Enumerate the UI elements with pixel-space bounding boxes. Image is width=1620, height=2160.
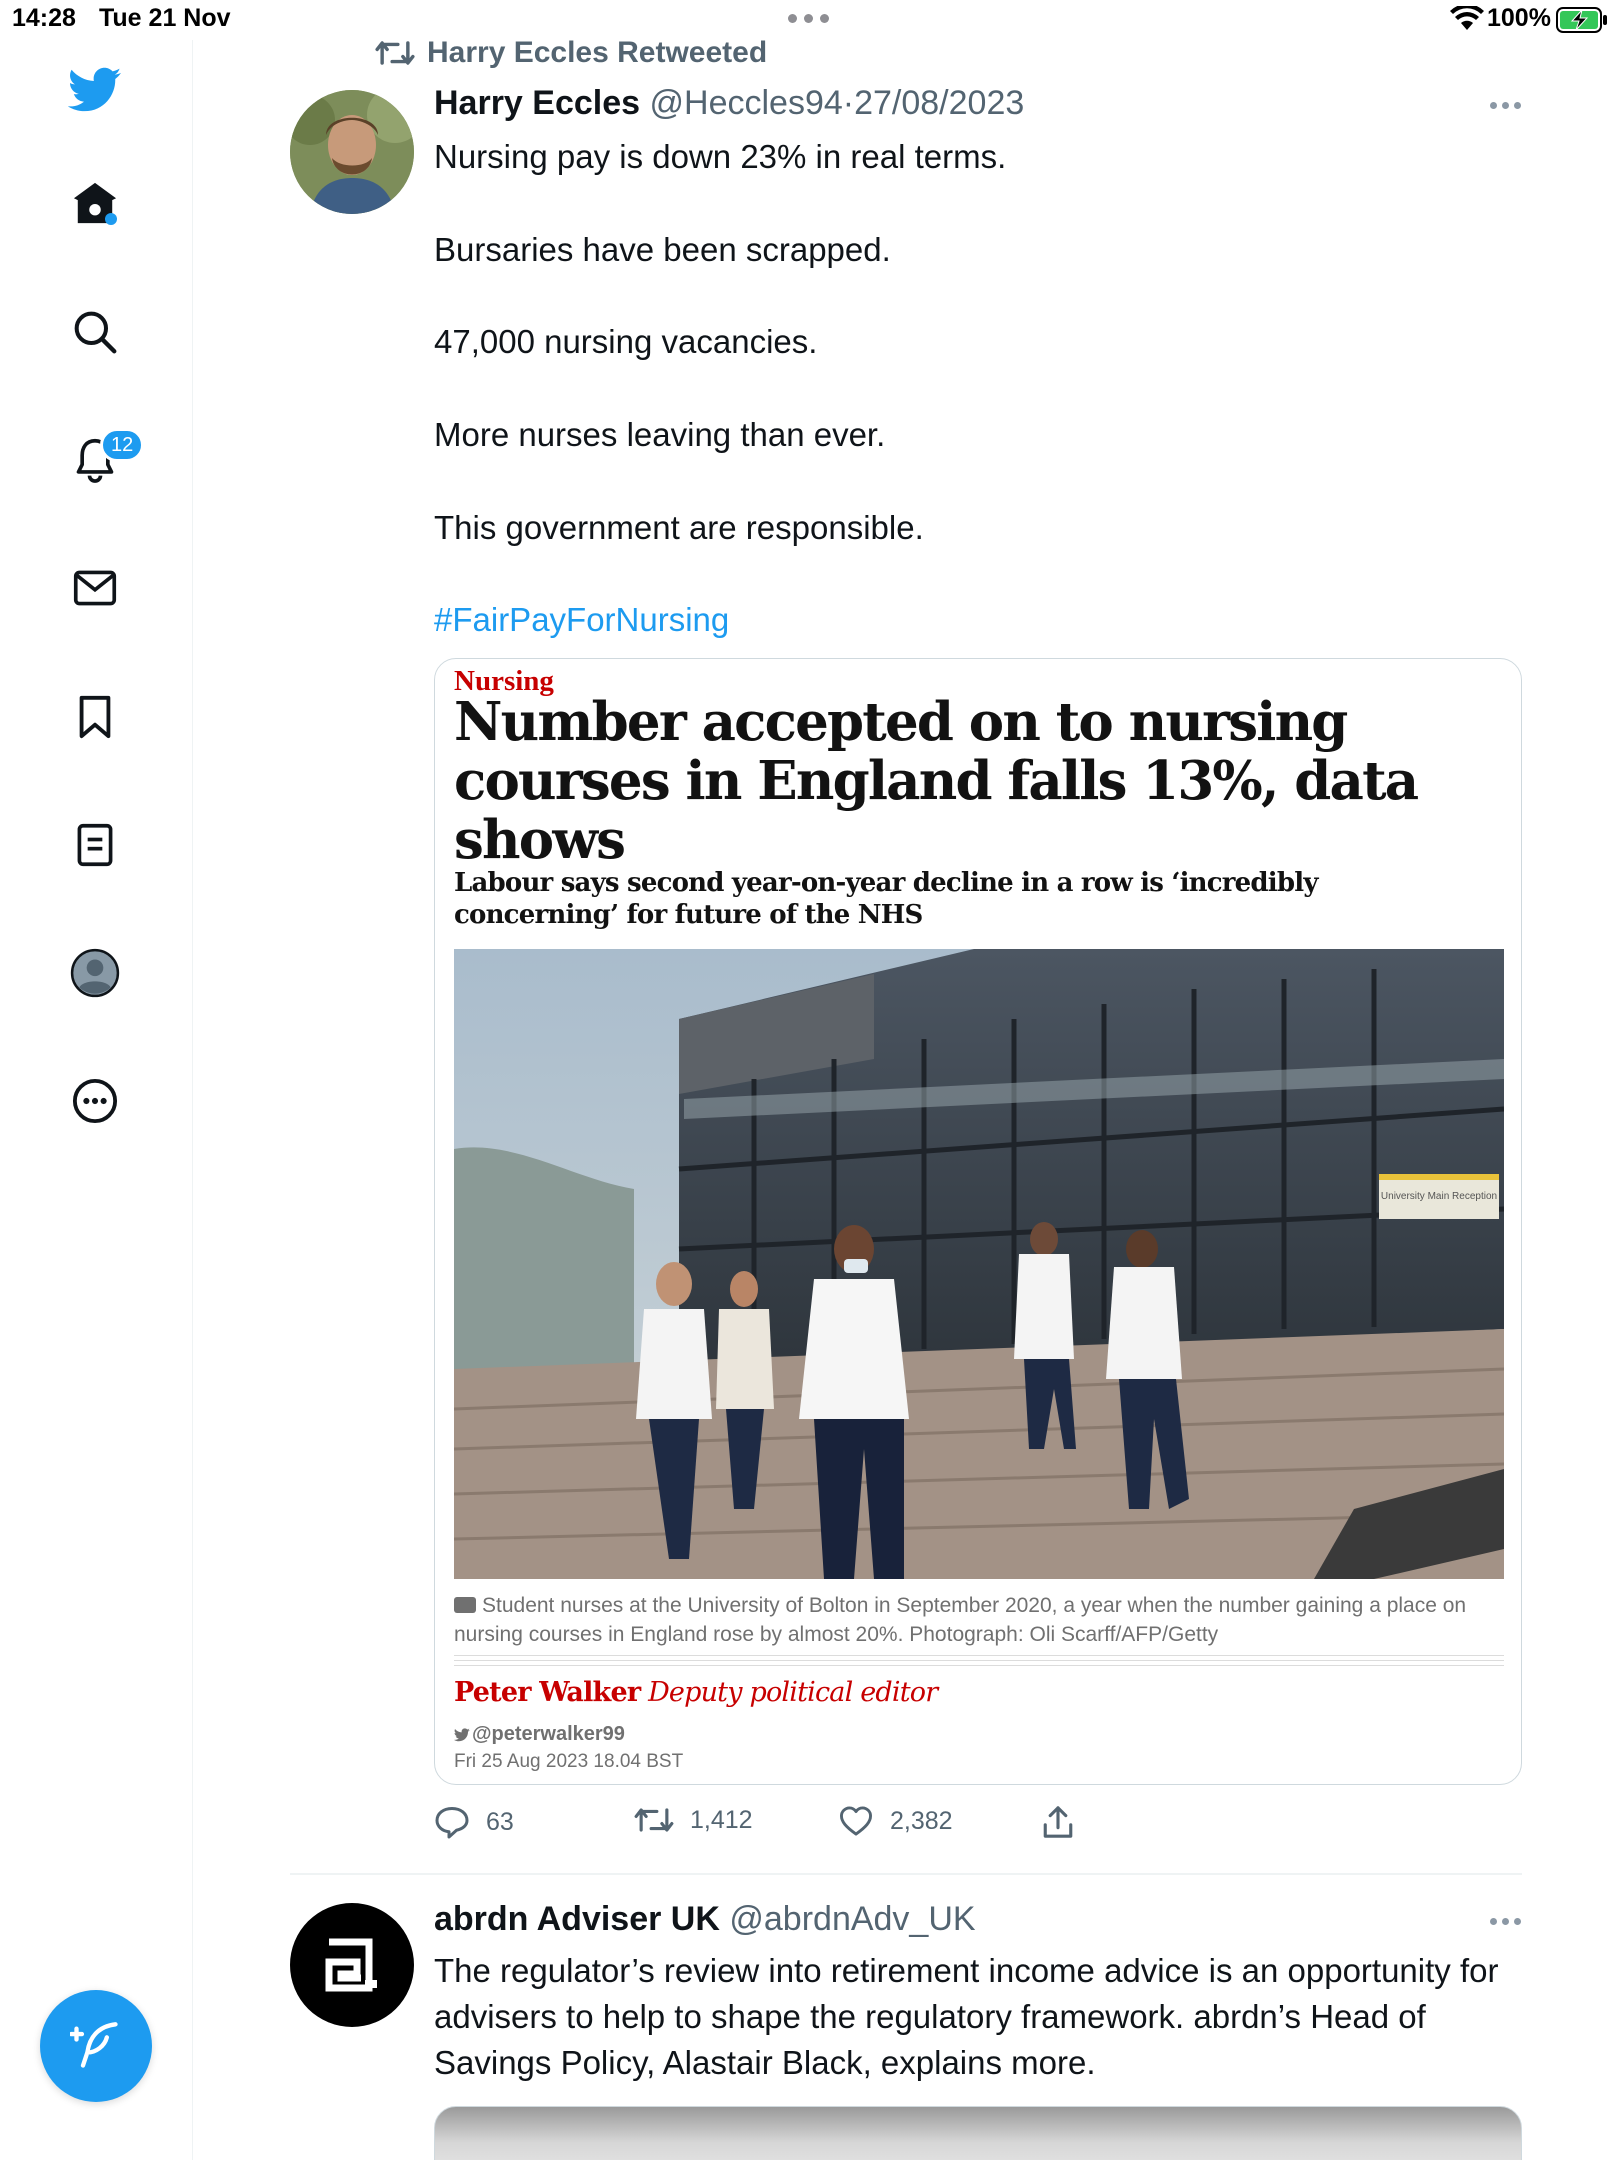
battery-charging-icon [1556,7,1608,33]
status-bar [0,0,1620,40]
article-caption [454,1591,1504,1649]
profile-icon[interactable] [65,943,125,1003]
retweet-context[interactable] [375,36,767,70]
lists-icon[interactable] [65,815,125,875]
article-author: Peter Walker [454,1677,641,1708]
article-author-handle: @peterwalker99 [472,1723,625,1745]
tweet-line: 47,000 nursing vacancies. [434,323,818,360]
divider [454,1655,1504,1671]
share-icon [1042,1805,1074,1839]
reply-button[interactable] [434,1805,514,1839]
meta-separator: · [842,84,855,122]
reply-icon [434,1805,470,1839]
author-handle[interactable]: @Heccles94 [649,84,843,122]
tweet-line: This government are responsible. [434,509,924,546]
avatar[interactable] [290,1903,414,2027]
article-published-date: Fri 25 Aug 2023 18.04 BST [454,1751,684,1772]
tweet-line: Nursing pay is down 23% in real terms. [434,138,1007,175]
article-card[interactable] [434,658,1522,1785]
article-byline [454,1677,937,1708]
multitasking-dots-icon[interactable] [788,14,829,23]
article-photo [454,949,1504,1579]
home-unread-dot [105,213,117,225]
media-card[interactable] [434,2106,1522,2160]
twitter-bird-icon [454,1728,470,1742]
notifications-badge: 12 [100,428,144,462]
article-author-role: Deputy political editor [648,1677,938,1708]
tweet-actions [434,1805,1134,1845]
abrdn-logo-icon [321,1934,383,1996]
tweet-line: More nurses leaving than ever. [434,416,886,453]
home-icon[interactable] [65,173,125,233]
status-time: 14:28 [12,4,76,32]
status-date: Tue 21 Nov [99,4,231,32]
wifi-icon [1450,6,1484,32]
avatar[interactable] [290,90,414,214]
messages-icon[interactable] [65,558,125,618]
retweet-button[interactable] [634,1805,753,1835]
article-standfirst: Labour says second year-on-year decline in a row is ‘incredibly concerning’ for future of the NHS [454,868,1318,930]
article-headline: Number accepted on to nursing courses in England falls 13%, data shows [454,691,1418,871]
hashtag-link[interactable]: #FairPayForNursing [434,601,730,638]
tweet-more-icon[interactable] [1490,1918,1524,1928]
like-button[interactable] [838,1805,953,1837]
caption-text: Student nurses at the University of Bolton in September 2020, a year when the number gaining a place on nursing courses in England rose by almost 20%. Photograph: Oli Scarff/AFP/Getty [454,1594,1467,1646]
like-count: 2,382 [890,1806,953,1835]
article-author-handle-row [454,1723,625,1746]
tweet-divider [290,1873,1522,1875]
author-name[interactable]: Harry Eccles [434,84,641,122]
sidebar [0,40,193,2160]
camera-icon [454,1597,476,1613]
author-name[interactable]: abrdn Adviser UK [434,1900,720,1938]
bookmarks-icon[interactable] [65,687,125,747]
retweet-count: 1,412 [690,1805,753,1834]
building-sign-text: University Main Reception [1380,1191,1498,1202]
author-handle[interactable]: @abrdnAdv_UK [729,1900,976,1938]
tweet-body: The regulator’s review into retirement income advice is an opportunity for advisers to help to shape the regulatory framework. abrdn’s Head of Savings Policy, Alastair Black, explains more. [434,1952,1499,2081]
retweeted-by-label: Harry Eccles Retweeted [427,36,768,69]
tweet-more-icon[interactable] [1490,102,1524,112]
compose-tweet-icon [70,2020,122,2072]
share-button[interactable] [1042,1805,1074,1839]
compose-tweet-button[interactable] [40,1990,152,2102]
more-icon[interactable] [65,1071,125,1131]
retweet-icon [375,38,415,68]
search-icon[interactable] [65,302,125,362]
tweet-line: Bursaries have been scrapped. [434,231,891,268]
twitter-logo-icon[interactable] [65,60,125,120]
tweet-date[interactable]: 27/08/2023 [854,84,1025,122]
tweet-header [434,1900,976,1939]
battery-percent: 100% [1487,4,1551,32]
tweet-header [434,84,1024,123]
reply-count: 63 [486,1807,514,1836]
heart-icon [838,1805,874,1837]
article-section: Nursing [454,665,554,697]
retweet-icon [634,1805,674,1835]
